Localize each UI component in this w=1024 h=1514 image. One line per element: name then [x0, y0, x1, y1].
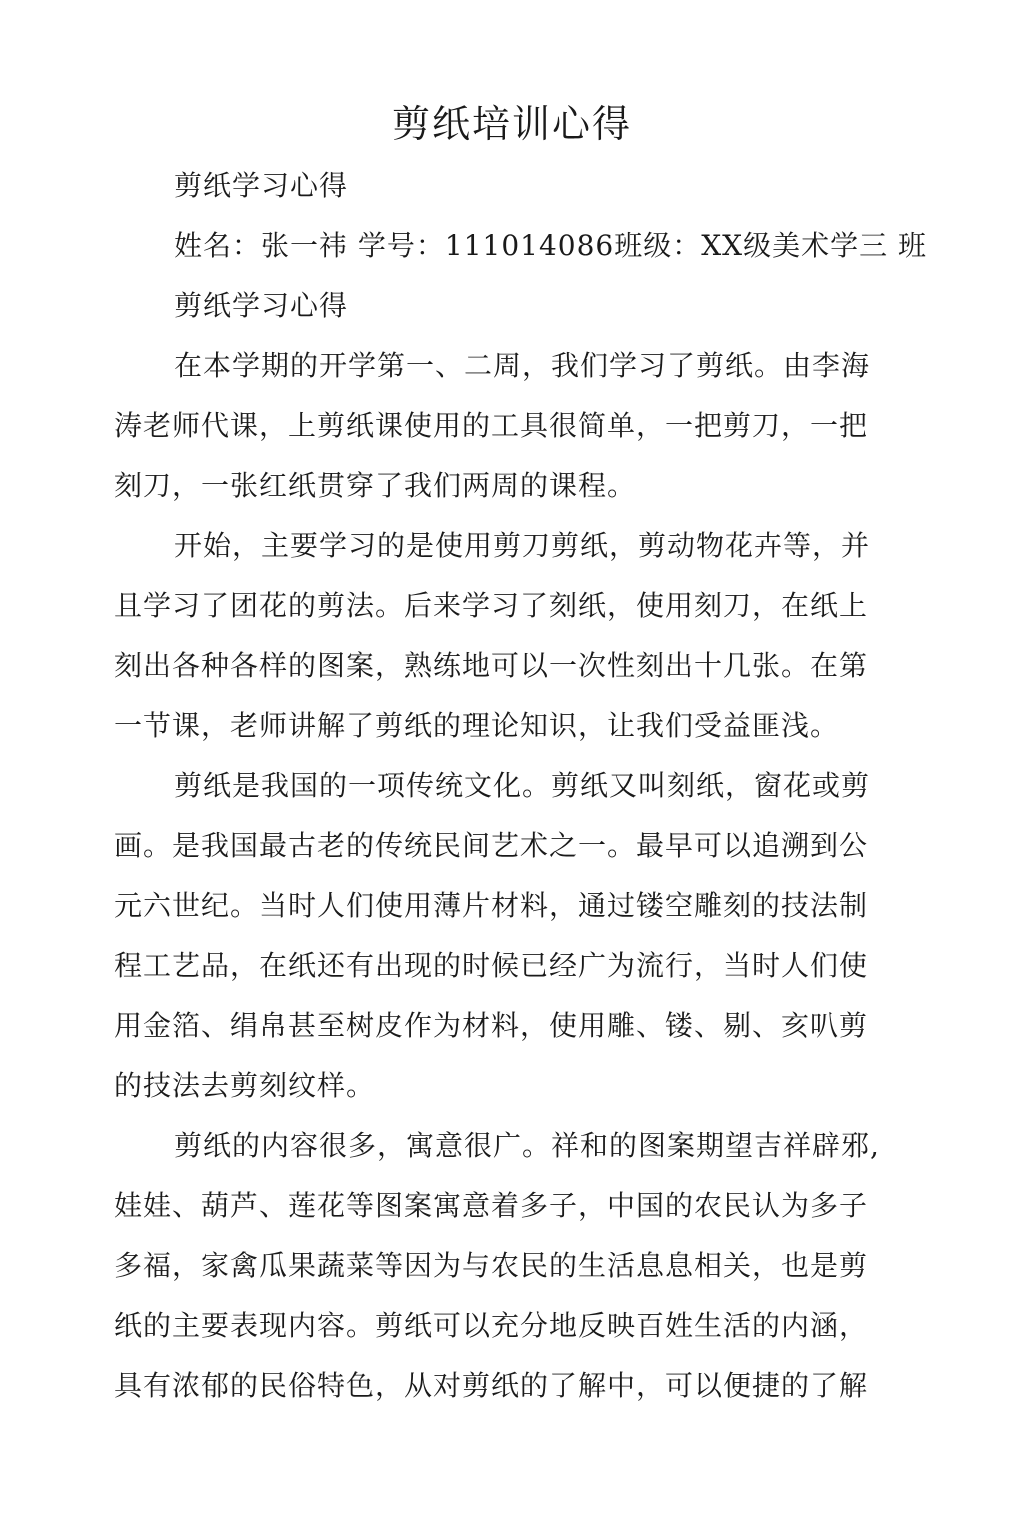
- paragraph-line: 且学习了团花的剪法。后来学习了刻纸，使用刻刀，在纸上: [114, 589, 869, 622]
- page-title: 剪纸培训心得: [391, 102, 632, 146]
- paragraph-line: 的技法去剪刻纹样。: [114, 1069, 376, 1102]
- paragraph-line: 娃娃、葫芦、莲花等图案寓意着多子，中国的农民认为多子: [114, 1189, 869, 1222]
- paragraph-line: 涛老师代课，上剪纸课使用的工具很简单，一把剪刀，一把: [114, 409, 869, 442]
- paragraph-line: 纸的主要表现内容。剪纸可以充分地反映百姓生活的内涵，: [114, 1309, 869, 1342]
- paragraph-line: 元六世纪。当时人们使用薄片材料，通过镂空雕刻的技法制: [114, 889, 869, 922]
- paragraph-line: 剪纸是我国的一项传统文化。剪纸又叫刻纸，窗花或剪: [174, 769, 871, 802]
- paragraph-line: 具有浓郁的民俗特色，从对剪纸的了解中，可以便捷的了解: [114, 1369, 869, 1402]
- paragraph-line: 多福，家禽瓜果蔬菜等因为与农民的生活息息相关，也是剪: [114, 1249, 869, 1282]
- paragraph-line: 一节课，老师讲解了剪纸的理论知识，让我们受益匪浅。: [114, 709, 840, 742]
- paragraph-line: 画。是我国最古老的传统民间艺术之一。最早可以追溯到公: [114, 829, 869, 862]
- paragraph-line: 刻刀，一张红纸贯穿了我们两周的课程。: [114, 469, 637, 502]
- paragraph-line: 在本学期的开学第一、二周，我们学习了剪纸。由李海: [174, 349, 871, 382]
- paragraph-line: 开始，主要学习的是使用剪刀剪纸，剪动物花卉等，并: [174, 529, 871, 562]
- paragraph-line: 剪纸的内容很多，寓意很广。祥和的图案期望吉祥辟邪,: [174, 1129, 880, 1162]
- subtitle-line: 剪纸学习心得: [174, 289, 349, 322]
- paragraph-line: 程工艺品，在纸还有出现的时候已经广为流行，当时人们使: [114, 949, 869, 982]
- student-info-line: 姓名：张一祎 学号：111014086班级：XX级美术学三 班: [174, 229, 928, 262]
- paragraph-line: 用金箔、绢帛甚至树皮作为材料，使用雕、镂、剔、亥叭剪: [114, 1009, 869, 1042]
- subtitle-line: 剪纸学习心得: [174, 169, 349, 202]
- paragraph-line: 刻出各种各样的图案，熟练地可以一次性刻出十几张。在第: [114, 649, 869, 682]
